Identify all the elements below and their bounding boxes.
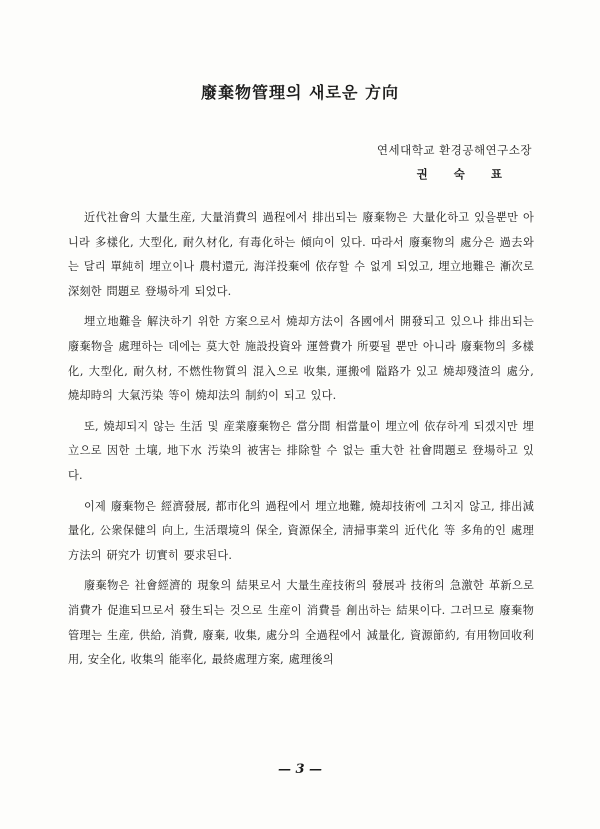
document-title: 廢棄物管理의 새로운 方向 [201, 83, 399, 102]
paragraph-4: 이제 廢棄物은 經濟發展, 都市化의 過程에서 埋立地難, 燒却技術에 그치지 않고, 排出減量化, 公衆保健의 向上, 生活環境의 保全, 資源保全, 淸掃事業의 近代化 等 多角的인 處理方法의 研究가 切實히 要求된다. [68, 499, 534, 562]
paragraph-3: 또, 燒却되지 않는 生活 및 産業廢棄物은 當分間 相當量이 埋立에 依存하게 되겠지만 埋立으로 因한 土壤, 地下水 汚染의 被害는 排除할 수 없는 重大한 社會問題로 登場하고 있다. [68, 419, 534, 482]
author-name: 권숙표 [416, 167, 528, 181]
page-number: — 3 — [277, 762, 323, 777]
document-body [68, 206, 534, 679]
paragraph-1: 近代社會의 大量生産, 大量消費의 過程에서 排出되는 廢棄物은 大量化하고 있을뿐만 아니라 多樣化, 大型化, 耐久材化, 有毒化하는 傾向이 있다. 따라서 廢棄物의 處分은 過去와는 달리 單純히 埋立이나 農村還元, 海洋投棄에 依存할 수 없게 되었고, 埋立地難은 漸次로 深刻한 問題로 登場하게 되었다. [68, 211, 534, 298]
paragraph-2: 埋立地難을 解決하기 위한 方案으로서 燒却方法이 各國에서 開發되고 있으나 排出되는 廢棄物을 處理하는 데에는 莫大한 施設投資와 運營費가 所要될 뿐만 아니라 廢棄物의 多樣化, 大型化, 耐久材, 不燃性物質의 混入으로 收集, 運搬에 隘路가 있고 燒却殘渣의 處分, 燒却時의 大氣汚染 等이 燒却法의 制約이 되고 있다. [68, 315, 534, 403]
paragraph-5: 廢棄物은 社會經濟的 現象의 結果로서 大量生産技術의 發展과 技術의 急激한 革新으로 消費가 促進되므로서 發生되는 것으로 生産이 消費를 創出하는 結果이다. 그러므로 廢棄物管理는 生産, 供給, 消費, 廢棄, 收集, 處分의 全過程에서 減量化, 資源節約, 有用物回收利用, 安全化, 收集의 能率化, 最終處理方案, 處理後의 [68, 579, 534, 667]
author-affiliation: 연세대학교 환경공해연구소장 [376, 143, 532, 157]
